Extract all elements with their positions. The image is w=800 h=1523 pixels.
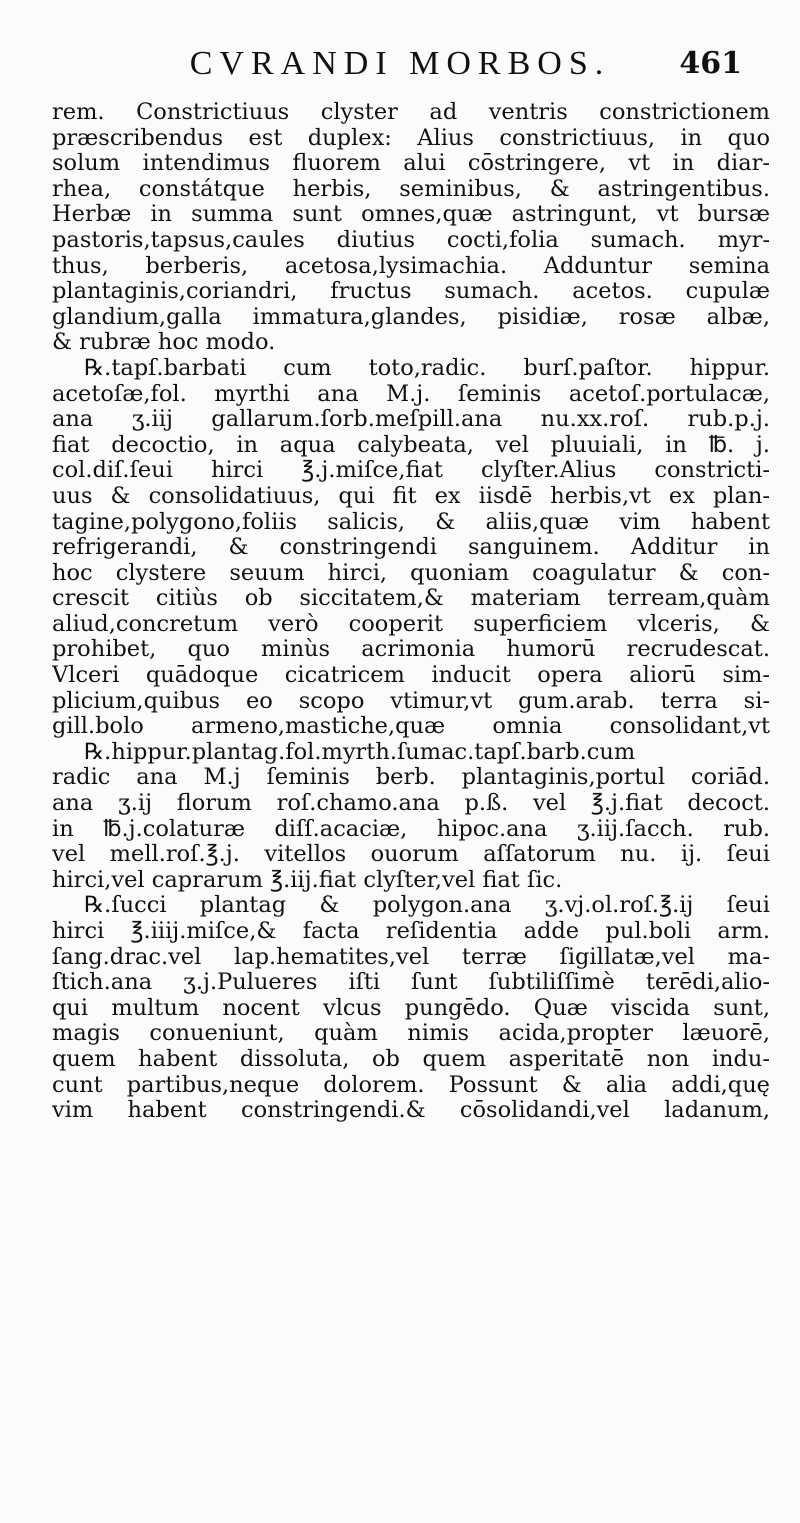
text-line: plicium,quibus eo scopo vtimur,vt gum.arab. terra si-: [52, 688, 770, 714]
text-line: radic ana M.j ſeminis berb. plantaginis,portul coriād.: [52, 765, 770, 791]
text-line: acetoſæ,fol. myrthi ana M.j. ſeminis acetoſ.portulacæ,: [52, 381, 770, 407]
text-line: col.diſ.ſeui hirci ℥.j.miſce,fiat clyſter.Alius constricti-: [52, 458, 770, 484]
text-line: Vlceri quādoque cicatricem inducit opera aliorū sim-: [52, 663, 770, 689]
text-line: rhea, constátque herbis, seminibus, & astringentibus.: [52, 176, 770, 202]
text-line: thus, berberis, acetosa,lysimachia. Adduntur semina: [52, 253, 770, 279]
running-head: CVRANDI MORBOS.: [189, 45, 611, 82]
page-header: [0, 40, 800, 100]
text-line: pastoris,tapsus,caules diutius cocti,folia sumach. myr-: [52, 227, 770, 253]
text-line: magis conueniunt, quàm nimis acida,propter læuorē,: [52, 1021, 770, 1047]
text-line: quem habent dissoluta, ob quem asperitatē non indu-: [52, 1046, 770, 1072]
text-line: qui multum nocent vlcus pungēdo. Quæ viscida sunt,: [52, 995, 770, 1021]
text-line: ana ʒ.ij florum roſ.chamo.ana p.ß. vel ℥.j.fiat decoct.: [52, 791, 770, 817]
page-number: 461: [679, 46, 742, 81]
text-line: vel mell.roſ.℥.j. vitellos ouorum aſſatorum nu. ij. ſeui: [52, 842, 770, 868]
text-line: solum intendimus fluorem alui cōstringere, vt in diar-: [52, 151, 770, 177]
text-line: plantaginis,coriandri, fructus sumach. acetos. cupulæ: [52, 279, 770, 305]
text-line: gill.bolo armeno,mastiche,quæ omnia consolidant,vt: [52, 714, 770, 740]
recipe-line: ℞.ſucci plantag & polygon.ana ʒ.vj.ol.roſ.℥.ij ſeui: [84, 893, 770, 919]
text-line: & rubræ hoc modo.: [52, 330, 276, 356]
body-text: [52, 100, 770, 1124]
text-line: vim habent constringendi.& cōsolidandi,vel ladanum,: [52, 1098, 770, 1124]
text-line: hoc clystere seuum hirci, quoniam coagulatur & con-: [52, 560, 770, 586]
text-line: hirci ℥.iiij.miſce,& facta reſidentia adde pul.boli arm.: [52, 919, 770, 944]
text-line: in ℔.j.colaturæ diſſ.acaciæ, hipoc.ana ʒ.iij.ſacch. rub.: [52, 816, 770, 842]
text-line: crescit citiùs ob siccitatem,& materiam terream,quàm: [52, 586, 770, 612]
text-line: cunt partibus,neque dolorem. Possunt & alia addi,quę: [52, 1072, 770, 1098]
text-line: ſang.drac.vel lap.hematites,vel terræ ſigillatæ,vel ma-: [52, 944, 770, 970]
text-line: præscribendus est duplex: Alius constrictiuus, in quo: [52, 125, 770, 151]
text-line: tagine,polygono,foliis salicis, & aliis,quæ vim habent: [52, 509, 770, 535]
text-line: refrigerandi, & constringendi sanguinem. Additur in: [52, 535, 770, 561]
text-line: prohibet, quo minùs acrimonia humorū recrudescat.: [52, 637, 770, 663]
text-line: rem. Constrictiuus clyster ad ventris constrictionem: [52, 100, 770, 125]
text-line: glandium,galla immatura,glandes, pisidiæ, rosæ albæ,: [52, 304, 770, 330]
text-line: uus & consolidatiuus, qui fit ex iisdē herbis,vt ex plan-: [52, 483, 770, 509]
text-line: aliud,concretum verò cooperit superficiem vlceris, &: [52, 611, 770, 637]
text-line: Herbæ in summa sunt omnes,quæ astringunt, vt bursæ: [52, 202, 770, 228]
recipe-line: ℞.tapſ.barbati cum toto,radic. burſ.paſtor. hippur.: [84, 355, 770, 381]
recipe-line: ℞.hippur.plantag.fol.myrth.ſumac.tapſ.barb.cum: [84, 739, 636, 765]
text-line: hirci,vel caprarum ℥.iij.fiat clyſter,vel fiat ſic.: [52, 867, 563, 893]
text-line: ana ʒ.iij gallarum.ſorb.meſpill.ana nu.xx.roſ. rub.p.j.: [52, 407, 770, 433]
text-line: ſtich.ana ʒ.j.Pulueres iſti ſunt ſubtiliſſimè terēdi,alio-: [52, 970, 770, 996]
text-line: fiat decoctio, in aqua calybeata, vel pluuiali, in ℔. j.: [52, 432, 770, 458]
